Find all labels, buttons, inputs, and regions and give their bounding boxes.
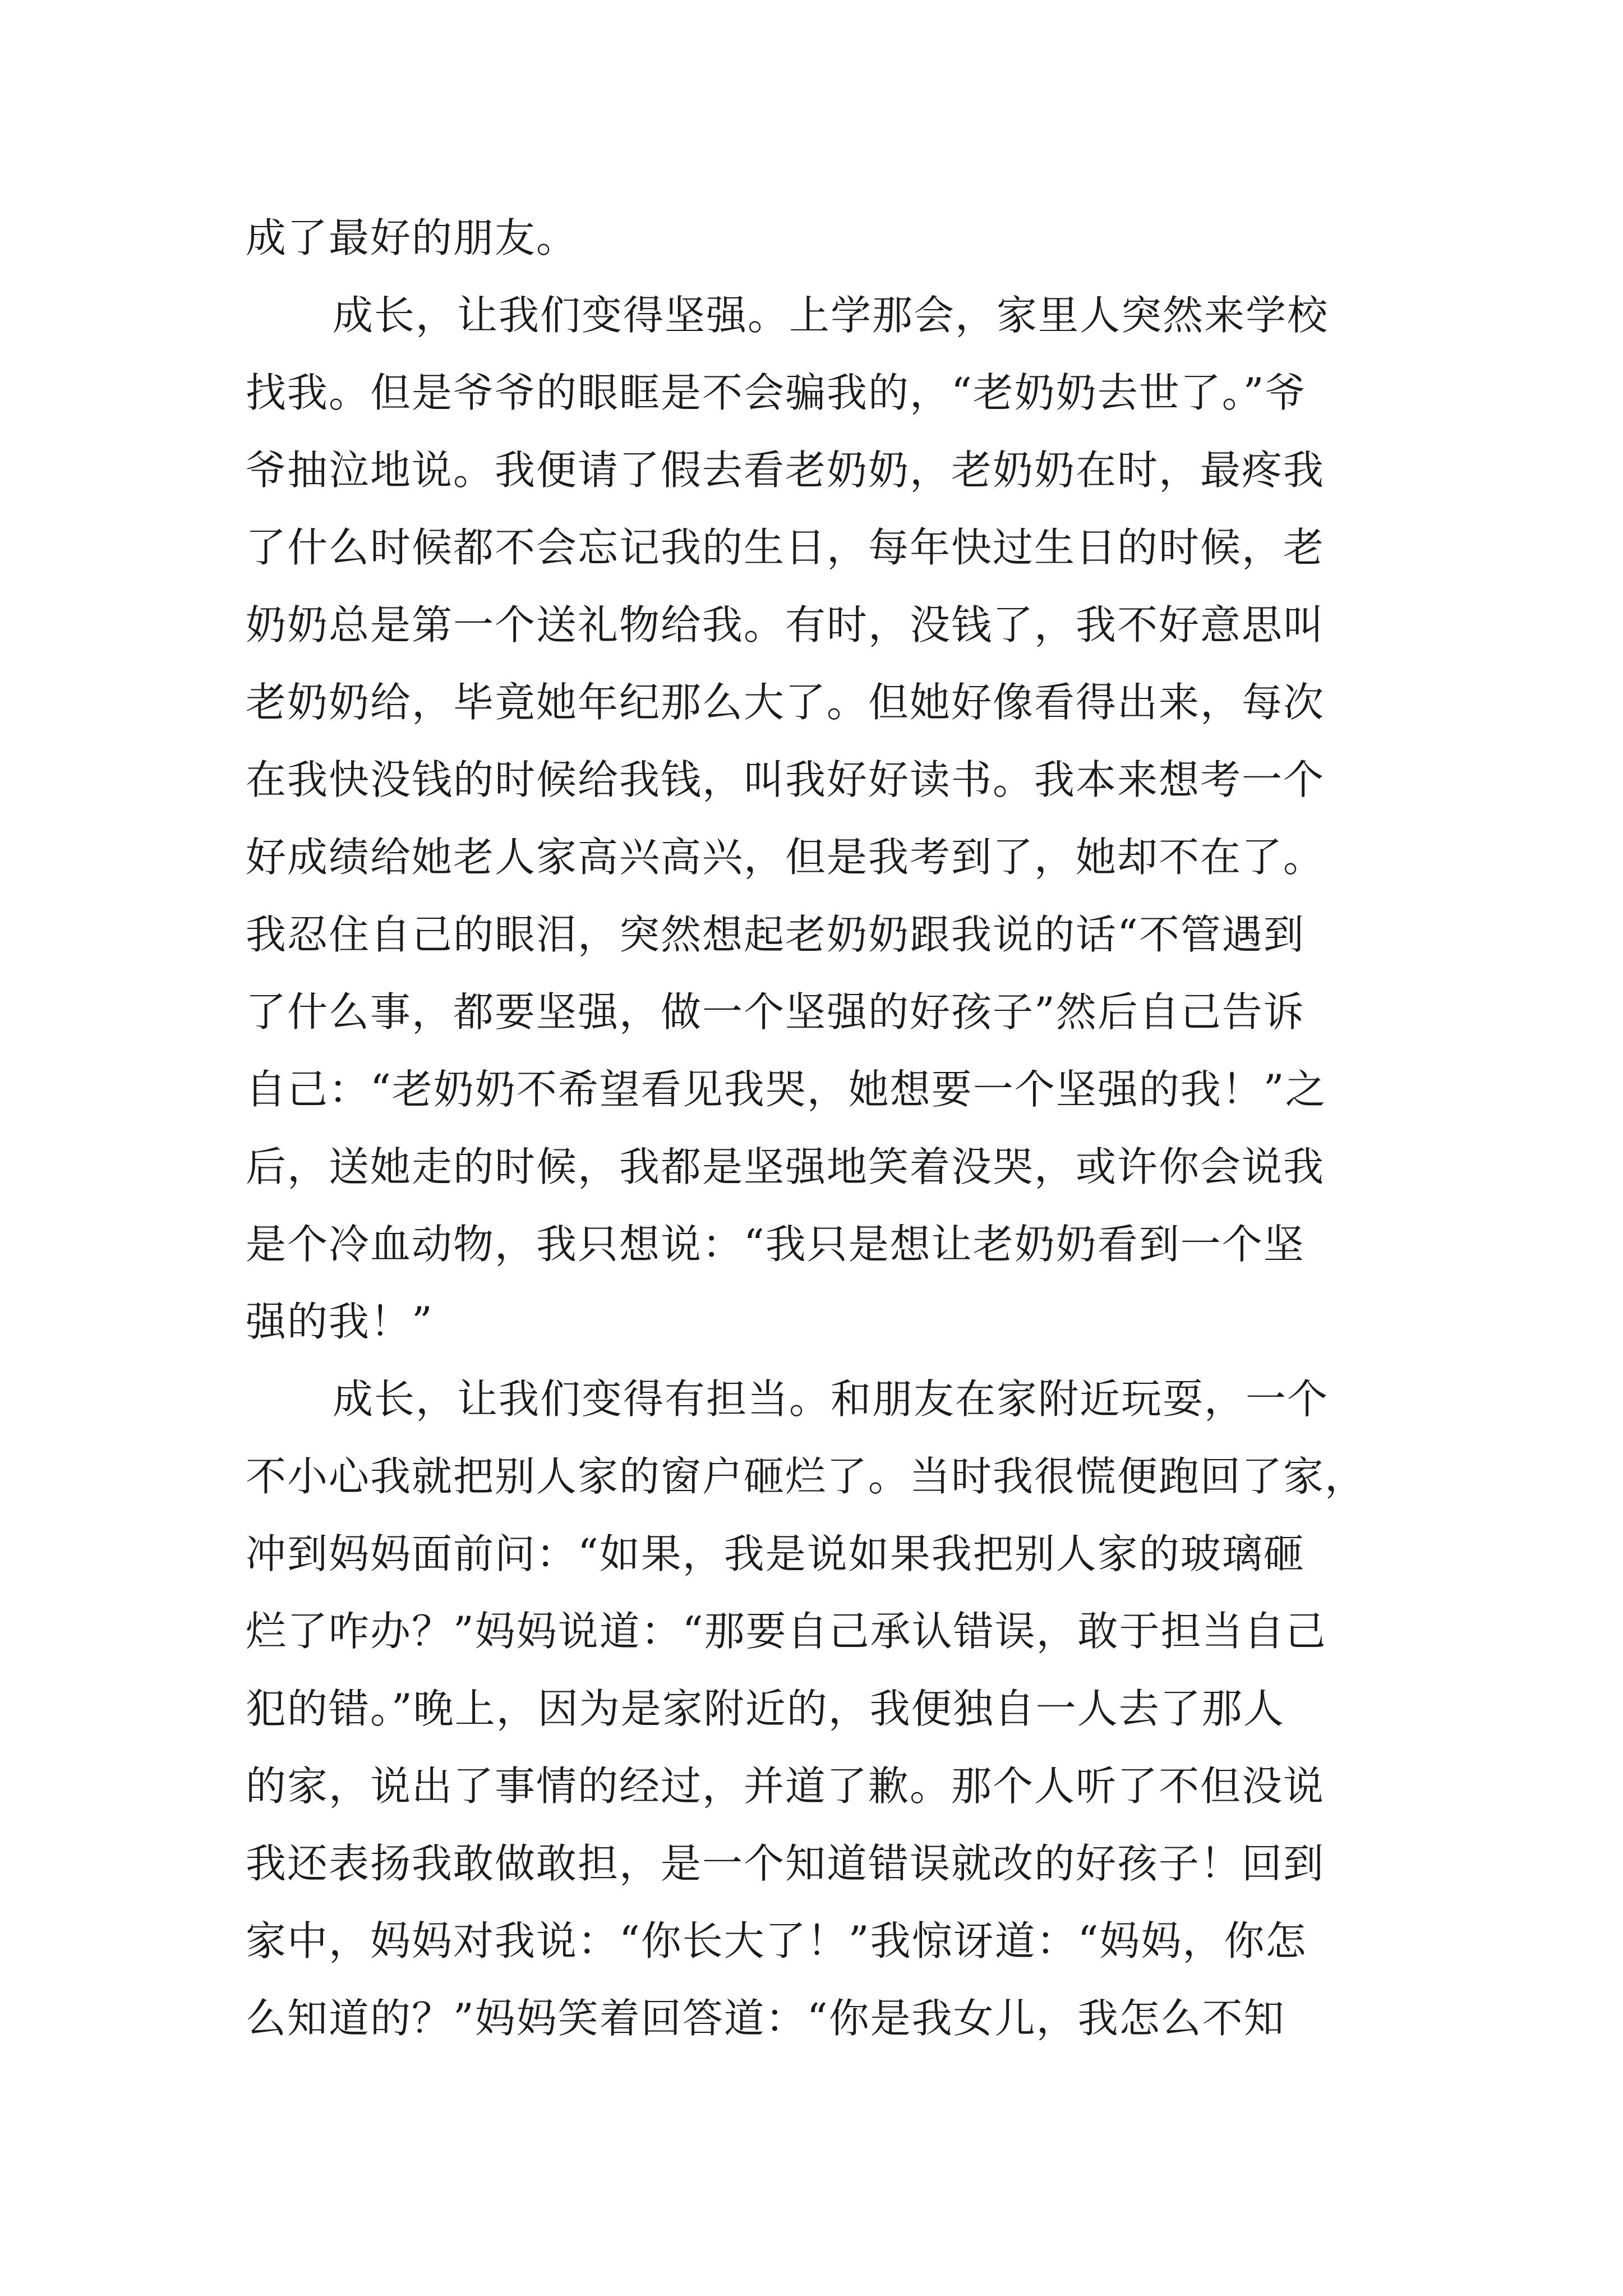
paragraph-start-line: 成长，让我们变得坚强。上学那会，家里人突然来学校 (333, 292, 1329, 339)
text-line: 我还表扬我敢做敢担，是一个知道错误就改的好孩子！回到 (246, 1840, 1325, 1887)
paragraph-start-line: 成长，让我们变得有担当。和朋友在家附近玩耍，一个 (333, 1375, 1329, 1423)
text-line: 家中，妈妈对我说：“你长大了！”我惊讶道：“妈妈，你怎 (246, 1917, 1307, 1964)
text-line: 好成绩给她老人家高兴高兴，但是我考到了，她却不在了。 (246, 834, 1325, 881)
text-line: 老奶奶给，毕竟她年纪那么大了。但她好像看得出来，每次 (246, 679, 1325, 726)
text-line: 犯的错。”晚上，因为是家附近的，我便独自一人去了那人 (246, 1685, 1285, 1732)
text-line: 爷抽泣地说。我便请了假去看老奶奶，老奶奶在时，最疼我 (246, 447, 1325, 494)
body-text (246, 199, 1423, 2057)
text-line: 不小心我就把别人家的窗户砸烂了。当时我很慌便跑回了家， (246, 1453, 1367, 1500)
text-line: 强的我！” (246, 1298, 434, 1345)
text-line: 么知道的？”妈妈笑着回答道：“你是我女儿，我怎么不知 (246, 1995, 1285, 2042)
text-line: 后，送她走的时候，我都是坚强地笑着没哭，或许你会说我 (246, 1143, 1325, 1190)
text-line: 在我快没钱的时候给我钱，叫我好好读书。我本来想考一个 (246, 756, 1325, 803)
text-line: 找我。但是爷爷的眼眶是不会骗我的，“老奶奶去世了。”爷 (246, 369, 1307, 416)
text-line: 冲到妈妈面前问：“如果，我是说如果我把别人家的玻璃砸 (246, 1530, 1305, 1577)
text-line: 了什么事，都要坚强，做一个坚强的好孩子”然后自己告诉 (246, 988, 1305, 1036)
text-line: 我忍住自己的眼泪，突然想起老奶奶跟我说的话“不管遇到 (246, 911, 1305, 958)
text-line: 成了最好的朋友。 (246, 214, 578, 261)
text-line: 了什么时候都不会忘记我的生日，每年快过生日的时候，老 (246, 524, 1325, 571)
text-line: 烂了咋办？”妈妈说道：“那要自己承认错误，敢于担当自己 (246, 1608, 1327, 1655)
text-line: 奶奶总是第一个送礼物给我。有时，没钱了，我不好意思叫 (246, 601, 1325, 648)
text-line: 的家，说出了事情的经过，并道了歉。那个人听了不但没说 (246, 1763, 1325, 1810)
text-line: 自己：“老奶奶不希望看见我哭，她想要一个坚强的我！”之 (246, 1066, 1327, 1113)
text-line: 是个冷血动物，我只想说：“我只是想让老奶奶看到一个坚 (246, 1221, 1305, 1268)
